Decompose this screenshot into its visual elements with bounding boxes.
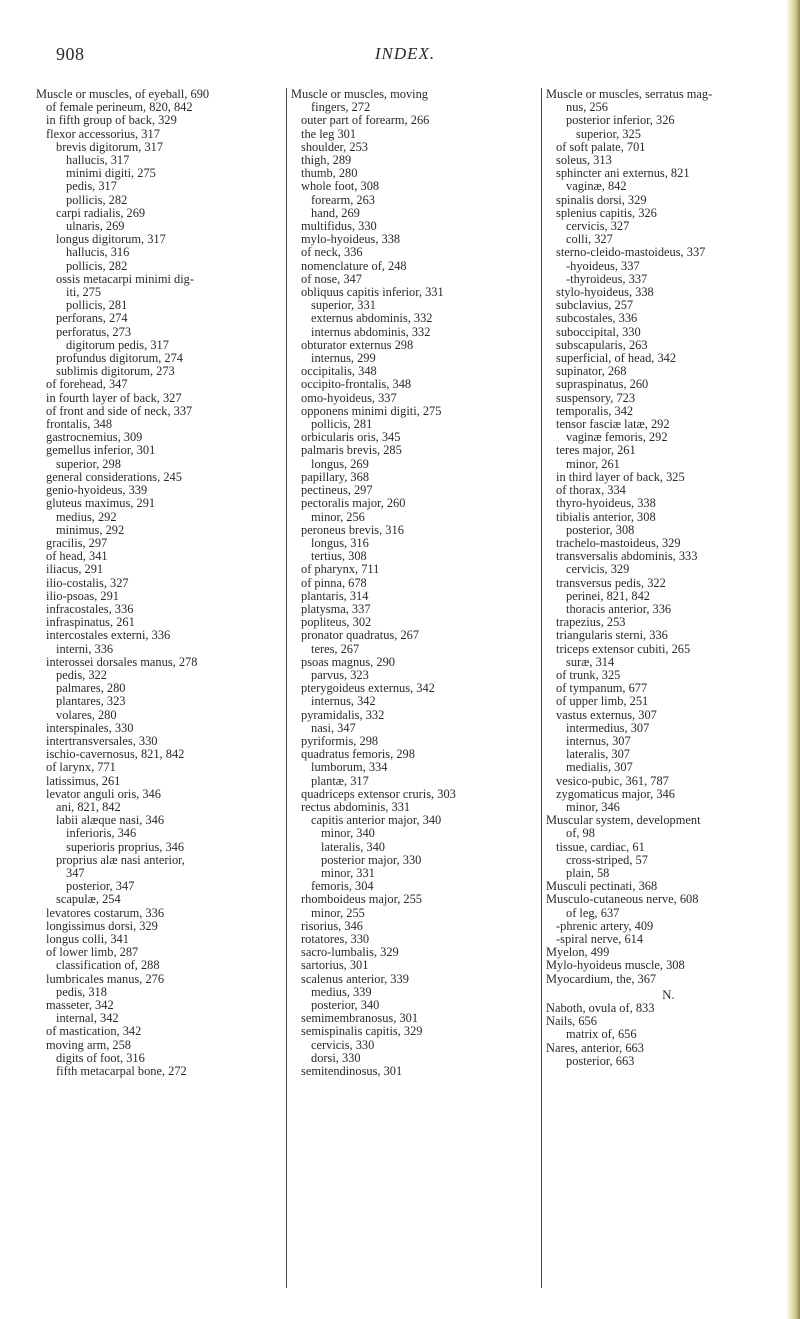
index-subentry: femoris, 304: [311, 879, 374, 894]
index-subentry: sphincter ani externus, 821: [556, 166, 690, 181]
index-subentry: of larynx, 771: [46, 760, 116, 775]
index-subentry: lumbricales manus, 276: [46, 971, 165, 986]
index-subentry: brevis digitorum, 317: [56, 139, 164, 154]
index-subentry: of mastication, 342: [46, 1024, 142, 1039]
index-subentry: gastrocnemius, 309: [46, 430, 143, 445]
index-subentry: hallucis, 317: [66, 153, 130, 168]
index-subentry: of head, 341: [46, 549, 108, 564]
index-subentry: scapulæ, 254: [56, 892, 121, 907]
index-subentry: teres, 267: [311, 641, 360, 656]
index-subentry: spinalis dorsi, 329: [556, 192, 647, 207]
index-subentry: ilio-costalis, 327: [46, 575, 129, 590]
index-subentry: sterno-cleido-mastoideus, 337: [556, 245, 706, 260]
index-subentry: trachelo-mastoideus, 329: [556, 535, 681, 550]
index-subentry: externus abdominis, 332: [311, 311, 433, 326]
index-subentry: of lower limb, 287: [46, 945, 139, 960]
index-subentry: semimembranosus, 301: [301, 1011, 419, 1026]
index-subentry: volares, 280: [56, 707, 117, 722]
index-main-entry: Muscle or muscles, of eyeball, 690: [36, 87, 210, 101]
index-subentry: fifth metacarpal bone, 272: [56, 1064, 187, 1079]
index-subentry: of upper limb, 251: [556, 694, 649, 709]
index-column-3: [541, 88, 791, 1288]
index-subentry: whole foot, 308: [301, 179, 380, 194]
index-subentry: pyriformis, 298: [301, 733, 379, 748]
index-subentry: moving arm, 258: [46, 1037, 132, 1052]
index-subentry: posterior inferior, 326: [566, 113, 675, 128]
index-subentry: transversus pedis, 322: [556, 575, 666, 590]
index-subentry: latissimus, 261: [46, 773, 121, 788]
index-subentry: multifidus, 330: [301, 219, 377, 234]
index-subentry: occipito-frontalis, 348: [301, 377, 412, 392]
index-subentry: proprius alæ nasi anterior,: [56, 852, 185, 867]
index-subentry: thyro-hyoideus, 338: [556, 496, 656, 511]
index-subentry: inferioris, 346: [66, 826, 137, 841]
index-columns: [36, 88, 776, 1288]
index-subentry: capitis anterior major, 340: [311, 813, 442, 828]
page-number: 908: [56, 44, 85, 64]
index-subentry: pedis, 318: [56, 984, 107, 999]
index-subentry: zygomaticus major, 346: [556, 786, 675, 801]
index-subentry: triangularis sterni, 336: [556, 628, 668, 643]
index-subentry: minor, 261: [566, 456, 620, 471]
index-subentry: classification of, 288: [56, 958, 160, 973]
index-subentry: infraspinatus, 261: [46, 615, 135, 630]
index-subentry: -phrenic artery, 409: [556, 918, 654, 933]
index-subentry: of female perineum, 820, 842: [46, 100, 193, 115]
index-subentry: labii alæque nasi, 346: [56, 813, 165, 828]
index-subentry: superior, 325: [576, 126, 641, 141]
index-main-entry: Naboth, ovula of, 833: [546, 1001, 655, 1016]
index-subentry: of pharynx, 711: [301, 562, 380, 577]
index-subentry: superior, 298: [56, 456, 121, 471]
index-subentry: thoracis anterior, 336: [566, 601, 672, 616]
index-subentry: pronator quadratus, 267: [301, 628, 420, 643]
index-main-entry: Musculi pectinati, 368: [546, 879, 658, 894]
index-subentry: colli, 327: [566, 232, 613, 247]
index-subentry: minor, 346: [566, 799, 620, 814]
index-subentry: triceps extensor cubiti, 265: [556, 641, 691, 656]
index-subentry: quadratus femoris, 298: [301, 747, 415, 762]
index-subentry: rotatores, 330: [301, 932, 370, 946]
index-subentry: palmares, 280: [56, 681, 126, 696]
index-subentry: platysma, 337: [301, 601, 371, 616]
index-subentry: 347: [66, 865, 85, 880]
index-subentry: of forehead, 347: [46, 377, 128, 392]
index-subentry: ilio-psoas, 291: [46, 588, 119, 603]
index-main-entry: Myocardium, the, 367: [546, 971, 657, 986]
index-subentry: -hyoideus, 337: [566, 258, 640, 273]
index-subentry: suræ, 314: [566, 654, 615, 669]
index-subentry: rhomboideus major, 255: [301, 892, 422, 907]
index-subentry: of trunk, 325: [556, 667, 621, 682]
index-subentry: superior, 331: [311, 298, 376, 313]
index-subentry: gemellus inferior, 301: [46, 443, 156, 458]
index-subentry: ani, 821, 842: [56, 799, 121, 814]
index-subentry: internus abdominis, 332: [311, 324, 431, 339]
index-subentry: semitendinosus, 301: [301, 1064, 403, 1079]
index-subentry: subcostales, 336: [556, 311, 638, 326]
index-subentry: nus, 256: [566, 100, 608, 115]
index-subentry: of soft palate, 701: [556, 139, 646, 154]
index-subentry: flexor accessorius, 317: [46, 126, 160, 141]
index-subentry: medius, 292: [56, 509, 117, 524]
index-subentry: subclavius, 257: [556, 298, 634, 313]
index-subentry: posterior, 347: [66, 879, 135, 894]
index-main-entry: Nares, anterior, 663: [546, 1040, 644, 1055]
index-subentry: rectus abdominis, 331: [301, 799, 411, 814]
index-subentry: -spiral nerve, 614: [556, 932, 644, 946]
index-subentry: risorius, 346: [301, 918, 363, 933]
index-subentry: soleus, 313: [556, 153, 612, 168]
index-subentry: tensor fasciæ latæ, 292: [556, 417, 670, 432]
index-subentry: infracostales, 336: [46, 601, 134, 616]
index-subentry: interossei dorsales manus, 278: [46, 654, 198, 669]
index-subentry: peroneus brevis, 316: [301, 522, 404, 537]
index-subentry: internal, 342: [56, 1011, 119, 1026]
index-subentry: longus colli, 341: [46, 932, 129, 946]
index-subentry: pollicis, 281: [311, 417, 373, 432]
index-main-entry: Myelon, 499: [546, 945, 610, 960]
index-subentry: plain, 58: [566, 865, 610, 880]
index-subentry: longus, 316: [311, 535, 369, 550]
index-subentry: minor, 331: [321, 865, 375, 880]
index-subentry: minor, 340: [321, 826, 375, 841]
index-subentry: internus, 299: [311, 351, 376, 366]
index-subentry: pollicis, 281: [66, 298, 128, 313]
index-subentry: pedis, 317: [66, 179, 117, 194]
index-subentry: plantares, 323: [56, 694, 126, 709]
index-subentry: iliacus, 291: [46, 562, 104, 577]
index-column-1: [36, 88, 276, 1288]
index-main-entry: Nails, 656: [546, 1014, 597, 1029]
index-subentry: fingers, 272: [311, 100, 371, 115]
index-main-entry: Musculo-cutaneous nerve, 608: [546, 892, 699, 907]
index-subentry: digits of foot, 316: [56, 1050, 145, 1065]
index-subentry: of pinna, 678: [301, 575, 367, 590]
index-subentry: nomenclature of, 248: [301, 258, 407, 273]
index-subentry: shoulder, 253: [301, 139, 368, 154]
index-subentry: ulnaris, 269: [66, 219, 125, 234]
index-subentry: sartorius, 301: [301, 958, 369, 973]
index-subentry: minimus, 292: [56, 522, 125, 537]
index-subentry: subscapularis, 263: [556, 337, 648, 352]
index-subentry: superioris proprius, 346: [66, 839, 185, 854]
page-header: [40, 44, 770, 84]
index-subentry: forearm, 263: [311, 192, 375, 207]
index-subentry: longus, 269: [311, 456, 369, 471]
index-subentry: quadriceps extensor cruris, 303: [301, 786, 456, 801]
index-subentry: of leg, 637: [566, 905, 620, 920]
index-subentry: posterior major, 330: [321, 852, 422, 867]
index-subentry: lateralis, 307: [566, 747, 630, 762]
index-subentry: splenius capitis, 326: [556, 205, 657, 220]
index-subentry: pyramidalis, 332: [301, 707, 385, 722]
index-main-entry: Muscle or muscles, moving: [291, 87, 428, 101]
index-subentry: mylo-hyoideus, 338: [301, 232, 401, 247]
index-subentry: trapezius, 253: [556, 615, 626, 630]
index-subentry: in third layer of back, 325: [556, 469, 685, 484]
index-subentry: digitorum pedis, 317: [66, 337, 169, 352]
index-subentry: nasi, 347: [311, 720, 356, 735]
index-subentry: profundus digitorum, 274: [56, 351, 183, 366]
index-main-entry: Muscle or muscles, serratus mag-: [546, 87, 713, 101]
index-subentry: perforatus, 273: [56, 324, 132, 339]
index-subentry: ossis metacarpi minimi dig-: [56, 271, 194, 286]
index-subentry: popliteus, 302: [301, 615, 372, 630]
index-subentry: cervicis, 329: [566, 562, 630, 577]
section-letter-heading: N.: [662, 986, 675, 1002]
index-subentry: thumb, 280: [301, 166, 358, 181]
index-subentry: carpi radialis, 269: [56, 205, 146, 220]
index-subentry: iti, 275: [66, 285, 102, 300]
index-subentry: genio-hyoideus, 339: [46, 483, 148, 498]
index-subentry: longissimus dorsi, 329: [46, 918, 158, 933]
index-subentry: supinator, 268: [556, 364, 627, 379]
index-subentry: perforans, 274: [56, 311, 128, 326]
index-subentry: general considerations, 245: [46, 469, 182, 484]
index-subentry: gracilis, 297: [46, 535, 108, 550]
index-subentry: papillary, 368: [301, 469, 370, 484]
index-main-entry: Mylo-hyoideus muscle, 308: [546, 958, 685, 973]
index-subentry: hallucis, 316: [66, 245, 130, 260]
index-subentry: minor, 255: [311, 905, 365, 920]
index-subentry: matrix of, 656: [566, 1027, 637, 1042]
index-subentry: longus digitorum, 317: [56, 232, 166, 247]
index-subentry: ischio-cavernosus, 821, 842: [46, 747, 185, 762]
index-subentry: vastus externus, 307: [556, 707, 657, 722]
index-subentry: perinei, 821, 842: [566, 588, 650, 603]
index-subentry: temporalis, 342: [556, 403, 634, 418]
index-subentry: pectineus, 297: [301, 483, 373, 498]
index-subentry: internus, 342: [311, 694, 376, 709]
index-subentry: psoas magnus, 290: [301, 654, 395, 669]
index-subentry: plantæ, 317: [311, 773, 369, 788]
index-subentry: semispinalis capitis, 329: [301, 1024, 423, 1039]
index-subentry: internus, 307: [566, 733, 631, 748]
index-subentry: obturator externus 298: [301, 337, 414, 352]
index-subentry: vesico-pubic, 361, 787: [556, 773, 669, 788]
index-subentry: medialis, 307: [566, 760, 633, 775]
index-subentry: omo-hyoideus, 337: [301, 390, 397, 405]
index-subentry: vaginæ, 842: [566, 179, 627, 194]
index-subentry: of front and side of neck, 337: [46, 403, 193, 418]
index-subentry: the leg 301: [301, 126, 357, 141]
index-subentry: suspensory, 723: [556, 390, 636, 405]
index-subentry: tibialis anterior, 308: [556, 509, 656, 524]
index-subentry: posterior, 663: [566, 1053, 635, 1068]
index-subentry: cervicis, 330: [311, 1037, 375, 1052]
running-title: INDEX.: [374, 44, 436, 63]
index-subentry: vaginæ femoris, 292: [566, 430, 668, 445]
index-subentry: sublimis digitorum, 273: [56, 364, 175, 379]
index-subentry: thigh, 289: [301, 153, 352, 168]
index-subentry: obliquus capitis inferior, 331: [301, 285, 444, 300]
index-subentry: scalenus anterior, 339: [301, 971, 409, 986]
index-subentry: masseter, 342: [46, 998, 114, 1013]
index-subentry: superficial, of head, 342: [556, 351, 677, 366]
index-subentry: pedis, 322: [56, 667, 107, 682]
index-subentry: lumborum, 334: [311, 760, 388, 775]
index-column-2: [286, 88, 536, 1288]
index-subentry: occipitalis, 348: [301, 364, 377, 379]
index-subentry: hand, 269: [311, 205, 360, 220]
index-subentry: pterygoideus externus, 342: [301, 681, 435, 696]
index-subentry: levator anguli oris, 346: [46, 786, 161, 801]
index-subentry: dorsi, 330: [311, 1050, 361, 1065]
index-subentry: stylo-hyoideus, 338: [556, 285, 654, 300]
index-subentry: lateralis, 340: [321, 839, 385, 854]
index-subentry: of nose, 347: [301, 271, 362, 286]
index-subentry: intercostales externi, 336: [46, 628, 171, 643]
index-subentry: palmaris brevis, 285: [301, 443, 402, 458]
index-subentry: cervicis, 327: [566, 219, 630, 234]
index-subentry: interni, 336: [56, 641, 114, 656]
index-subentry: outer part of forearm, 266: [301, 113, 430, 128]
index-subentry: sacro-lumbalis, 329: [301, 945, 399, 960]
index-subentry: of tympanum, 677: [556, 681, 648, 696]
index-subentry: intermedius, 307: [566, 720, 650, 735]
index-subentry: pectoralis major, 260: [301, 496, 406, 511]
index-subentry: gluteus maximus, 291: [46, 496, 156, 511]
index-subentry: transversalis abdominis, 333: [556, 549, 698, 564]
index-subentry: cross-striped, 57: [566, 852, 648, 867]
index-subentry: plantaris, 314: [301, 588, 369, 603]
index-main-entry: Muscular system, development: [546, 813, 701, 828]
index-subentry: frontalis, 348: [46, 417, 113, 432]
index-subentry: pollicis, 282: [66, 258, 128, 273]
index-subentry: tertius, 308: [311, 549, 367, 564]
index-subentry: of, 98: [566, 826, 595, 841]
index-subentry: -thyroideus, 337: [566, 271, 648, 286]
index-subentry: minor, 256: [311, 509, 365, 524]
index-subentry: intertransversales, 330: [46, 733, 158, 748]
index-subentry: in fourth layer of back, 327: [46, 390, 182, 405]
index-subentry: interspinales, 330: [46, 720, 134, 735]
index-subentry: parvus, 323: [311, 667, 369, 682]
index-subentry: supraspinatus, 260: [556, 377, 649, 392]
index-subentry: pollicis, 282: [66, 192, 128, 207]
index-subentry: suboccipital, 330: [556, 324, 641, 339]
index-subentry: in fifth group of back, 329: [46, 113, 177, 128]
index-subentry: of thorax, 334: [556, 483, 626, 498]
index-subentry: opponens minimi digiti, 275: [301, 403, 442, 418]
index-subentry: minimi digiti, 275: [66, 166, 156, 181]
index-subentry: posterior, 308: [566, 522, 635, 537]
index-subentry: teres major, 261: [556, 443, 636, 458]
index-subentry: of neck, 336: [301, 245, 363, 260]
index-subentry: levatores costarum, 336: [46, 905, 165, 920]
index-subentry: posterior, 340: [311, 998, 380, 1013]
index-subentry: orbicularis oris, 345: [301, 430, 401, 445]
index-subentry: medius, 339: [311, 984, 372, 999]
index-subentry: tissue, cardiac, 61: [556, 839, 645, 854]
